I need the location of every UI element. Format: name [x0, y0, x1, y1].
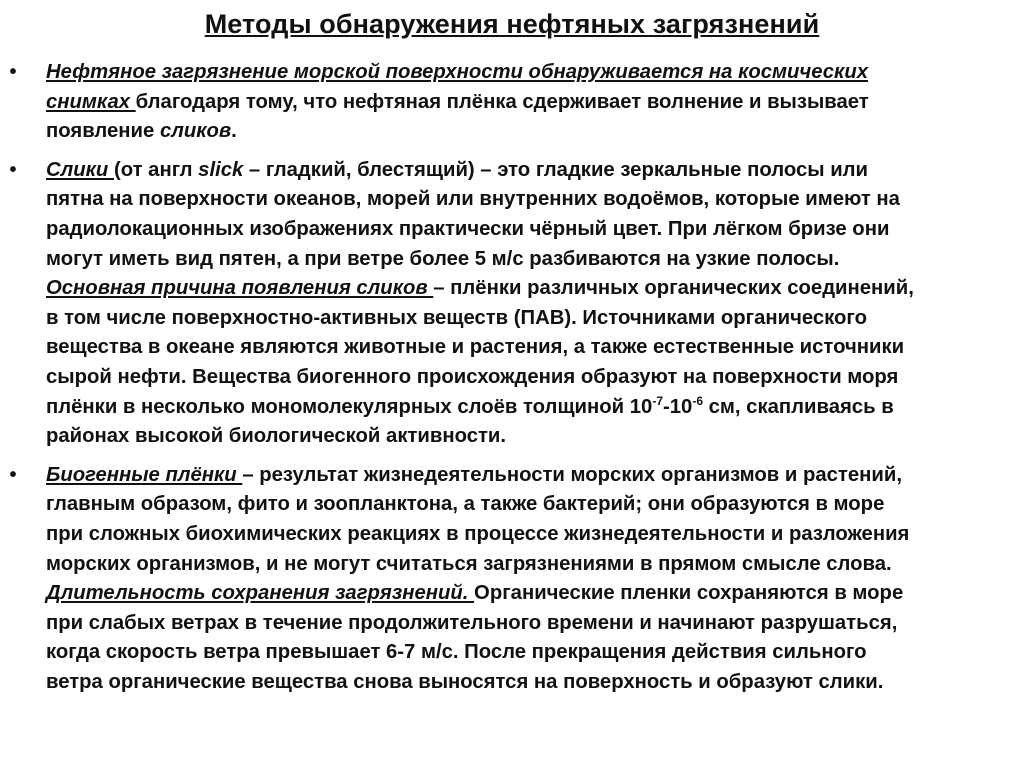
text-line: [46, 245, 984, 275]
text-segment: морских организмов, и не могут считаться загрязнениями в прямом смысле слова.: [46, 552, 892, 575]
text-line: [46, 215, 984, 245]
text-line: [46, 550, 984, 580]
text-line: [46, 304, 984, 334]
bullet-item: [0, 461, 1024, 698]
text-line: [46, 393, 984, 423]
emphasized-term: Основная причина появления сликов: [46, 277, 434, 300]
text-line: [46, 609, 984, 639]
text-line: [46, 579, 984, 609]
bullet-item: [0, 58, 1024, 147]
text-segment: когда скорость ветра превышает 6-7 м/с. После прекращения действия сильного: [46, 641, 867, 664]
superscript: -7: [652, 393, 663, 408]
text-line: [46, 638, 984, 668]
emphasized-term: снимках: [46, 90, 136, 113]
text-segment: – результат жизнедеятельности морских организмов и растений,: [242, 463, 902, 486]
emphasized-term: Слики: [46, 158, 114, 181]
text-segment: -10: [663, 395, 693, 418]
emphasized-term: Биогенные плёнки: [46, 463, 243, 486]
text-segment: при сложных биохимических реакциях в процессе жизнедеятельности и разложения: [46, 522, 910, 545]
text-segment: ветра органические вещества снова выносятся на поверхность и образуют слики.: [46, 670, 884, 693]
text-segment: радиолокационных изображениях практически чёрный цвет. При лёгком бризе они: [46, 217, 890, 240]
text-segment: Органические пленки сохраняются в море: [474, 582, 904, 605]
text-line: [46, 422, 984, 452]
text-segment: вещества в океане являются животные и растения, а также естественные источники: [46, 336, 905, 359]
text-segment: .: [231, 120, 237, 143]
text-segment: – гладкий, блестящий) – это гладкие зеркальные полосы или: [243, 158, 869, 181]
text-line: [46, 117, 984, 147]
text-line: [46, 333, 984, 363]
text-segment: благодаря тому, что нефтяная плёнка сдерживает волнение и вызывает: [135, 90, 869, 113]
text-line: [46, 185, 984, 215]
emphasized-term: Длительность сохранения загрязнений.: [46, 582, 475, 605]
text-segment: сликов: [159, 120, 232, 143]
bullet-item: [0, 156, 1024, 452]
text-segment: slick: [198, 158, 244, 181]
text-segment: при слабых ветрах в течение продолжительного времени и начинают разрушаться,: [46, 611, 898, 634]
text-line: [46, 520, 984, 550]
text-line: [46, 490, 984, 520]
bullet-icon: •: [9, 61, 17, 83]
text-segment: главным образом, фито и зоопланктона, а также бактерий; они образуются в море: [46, 493, 885, 516]
text-line: [46, 668, 984, 698]
text-line: [46, 274, 984, 304]
text-segment: – плёнки различных органических соединений,: [433, 277, 914, 300]
text-segment: пятна на поверхности океанов, морей или внутренних водоёмов, которые имеют на: [46, 188, 900, 211]
text-segment: плёнки в несколько мономолекулярных слоёв толщиной 10: [46, 395, 653, 418]
text-segment: см, скапливаясь в: [703, 395, 894, 418]
slide-title: Методы обнаружения нефтяных загрязнений: [204, 9, 820, 39]
text-line: [46, 58, 984, 88]
superscript: -6: [692, 393, 703, 408]
text-segment: сырой нефти. Вещества биогенного происхождения образуют на поверхности моря: [46, 365, 899, 388]
text-segment: могут иметь вид пятен, а при ветре более 5 м/с разбиваются на узкие полосы.: [46, 247, 840, 270]
bullet-icon: •: [9, 463, 17, 486]
text-line: [46, 461, 984, 491]
text-line: [46, 88, 984, 118]
bullet-icon: •: [9, 158, 17, 181]
emphasized-term: Нефтяное загрязнение морской поверхности обнаруживается на космических: [46, 61, 868, 83]
text-segment: районах высокой биологической активности.: [46, 425, 507, 448]
text-line: [46, 156, 984, 186]
text-segment: в том числе поверхностно-активных веществ (ПАВ). Источниками органического: [46, 306, 867, 329]
text-segment: появление: [46, 120, 160, 143]
slide-body: [0, 58, 1024, 706]
text-line: [46, 363, 984, 393]
text-segment: (от англ: [113, 158, 199, 181]
